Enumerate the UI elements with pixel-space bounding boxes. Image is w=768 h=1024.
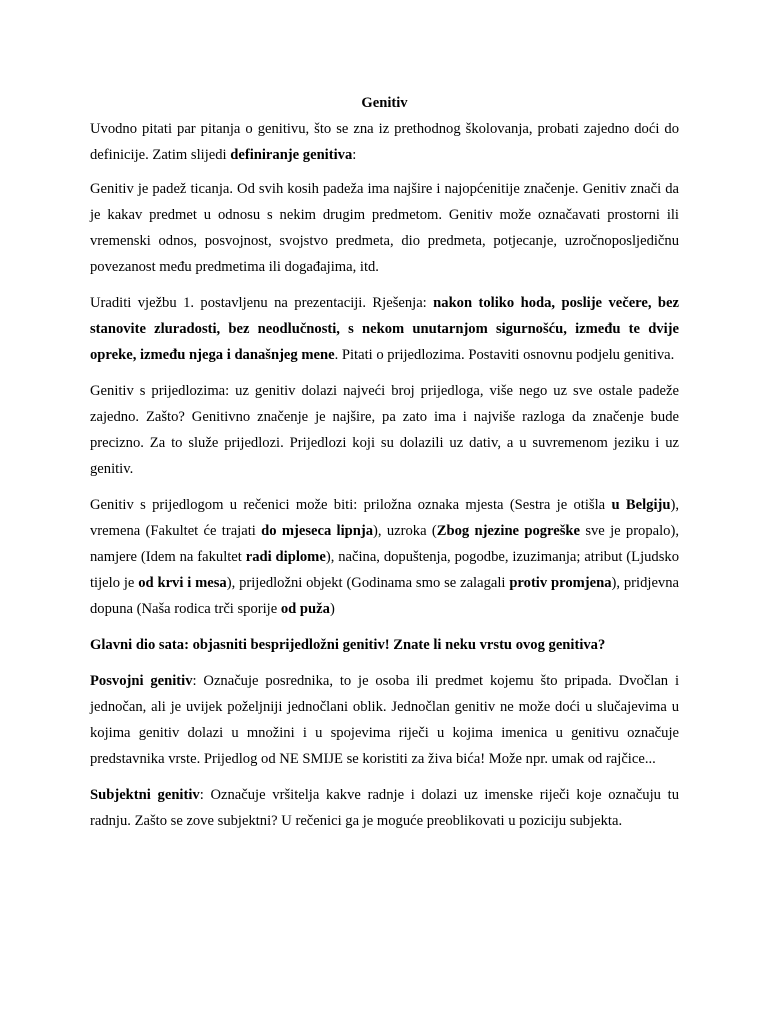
bold-phrase: do mjeseca lipnja bbox=[261, 523, 374, 539]
term-posvojni-genitiv: Posvojni genitiv bbox=[90, 673, 193, 689]
bold-phrase: protiv promjena bbox=[509, 575, 612, 591]
paragraph-main-part bbox=[90, 632, 679, 658]
paragraph-exercise: Uraditi vježbu 1. postavljenu na prezentaciji. Rješenja: nakon toliko hoda, poslije večere, bez stanovite zluradosti, bez neodlučnosti, s nekom unutarnjom sigurnošću, između te dvije opreke, između njega i današnjeg mene. Pitati o prijedlozima. Postaviti osnovnu podjelu genitiva. bbox=[90, 295, 679, 363]
paragraph-possessive: Posvojni genitiv: Označuje posrednika, to je osoba ili predmet kojemu što pripada. Dvočlan i jednočan, ali je uvijek poželjniji jednočlani oblik. Jednočlan genitiv ne može doći u slučajevima u kojima genitiv dolazi u množini i u spojevima riječi u kojima imenica u genitivu označuje predstavnika vrste. Prijedlog od NE SMIJE se koristiti za živa bića! Može npr. umak od rajčice... bbox=[90, 673, 679, 767]
document-body bbox=[90, 90, 679, 844]
bold-phrase: od krvi i mesa bbox=[138, 575, 227, 591]
paragraph-examples: Genitiv s prijedlogom u rečenici može biti: priložna oznaka mjesta (Sestra je otišla u Belgiju), vremena (Fakultet će trajati do mjeseca lipnja), uzroka (Zbog njezine pogreške sve je propalo), namjere (Idem na fakultet radi diplome), načina, dopuštenja, pogodbe, izuzimanja; atribut (Ljudsko tijelo je od krvi i mesa), prijedložni objekt (Godinama smo se zalagali protiv promjena), pridjevna dopuna (Naša rodica trči sporije od puža) bbox=[90, 497, 680, 617]
bold-phrase: od puža bbox=[280, 601, 330, 617]
bold-phrase: Zbog njezine pogreške bbox=[436, 523, 581, 539]
term-subjektni-genitiv: Subjektni genitiv bbox=[90, 787, 200, 803]
bold-heading: Glavni dio sata: objasniti besprijedložni genitiv! Znate li neku vrstu ovog genitiva? bbox=[90, 637, 606, 653]
bold-phrase: definiranje genitiva bbox=[230, 147, 353, 163]
paragraph-definition: Genitiv je padež ticanja. Od svih kosih padeža ima najšire i najopćenitije značenje. Genitiv znači da je kakav predmet u odnosu s nekim drugim predmetom. Genitiv može označavati prostorni ili vremenski odnos, posvojnost, svojstvo predmeta, dio predmeta, potjecanje, uzročnoposljedičnu povezanost među predmetima ili događajima, itd. bbox=[90, 181, 679, 275]
bold-phrase: radi diplome bbox=[245, 549, 326, 565]
bold-phrase: u Belgiju bbox=[611, 497, 671, 513]
paragraph-subjective: Subjektni genitiv: Označuje vršitelja kakve radnje i dolazi uz imenske riječi koje označuju tu radnju. Zašto se zove subjektni? U rečenici ga je moguće preoblikovati u poziciju subjekta. bbox=[90, 787, 679, 829]
paragraph-intro: Uvodno pitati par pitanja o genitivu, što se zna iz prethodnog školovanja, probati zajedno doći do definicije. Zatim slijedi definiranje genitiva: bbox=[90, 121, 679, 163]
document-title: Genitiv bbox=[361, 95, 408, 111]
bold-phrase: nakon toliko hoda, poslije večere, bez stanovite zluradosti, bez neodlučnosti, s nekom unutarnjom sigurnošću, između te dvije opreke, između njega i današnjeg mene bbox=[90, 295, 679, 363]
paragraph-prepositions: Genitiv s prijedlozima: uz genitiv dolazi najveći broj prijedloga, više nego uz sve ostale padeže zajedno. Zašto? Genitivno značenje je najšire, pa zato ima i najviše razloga da značenje bude precizno. Za to služe prijedlozi. Prijedlozi koji su dolazili uz dativ, a u suvremenom jeziku i uz genitiv. bbox=[90, 383, 679, 477]
